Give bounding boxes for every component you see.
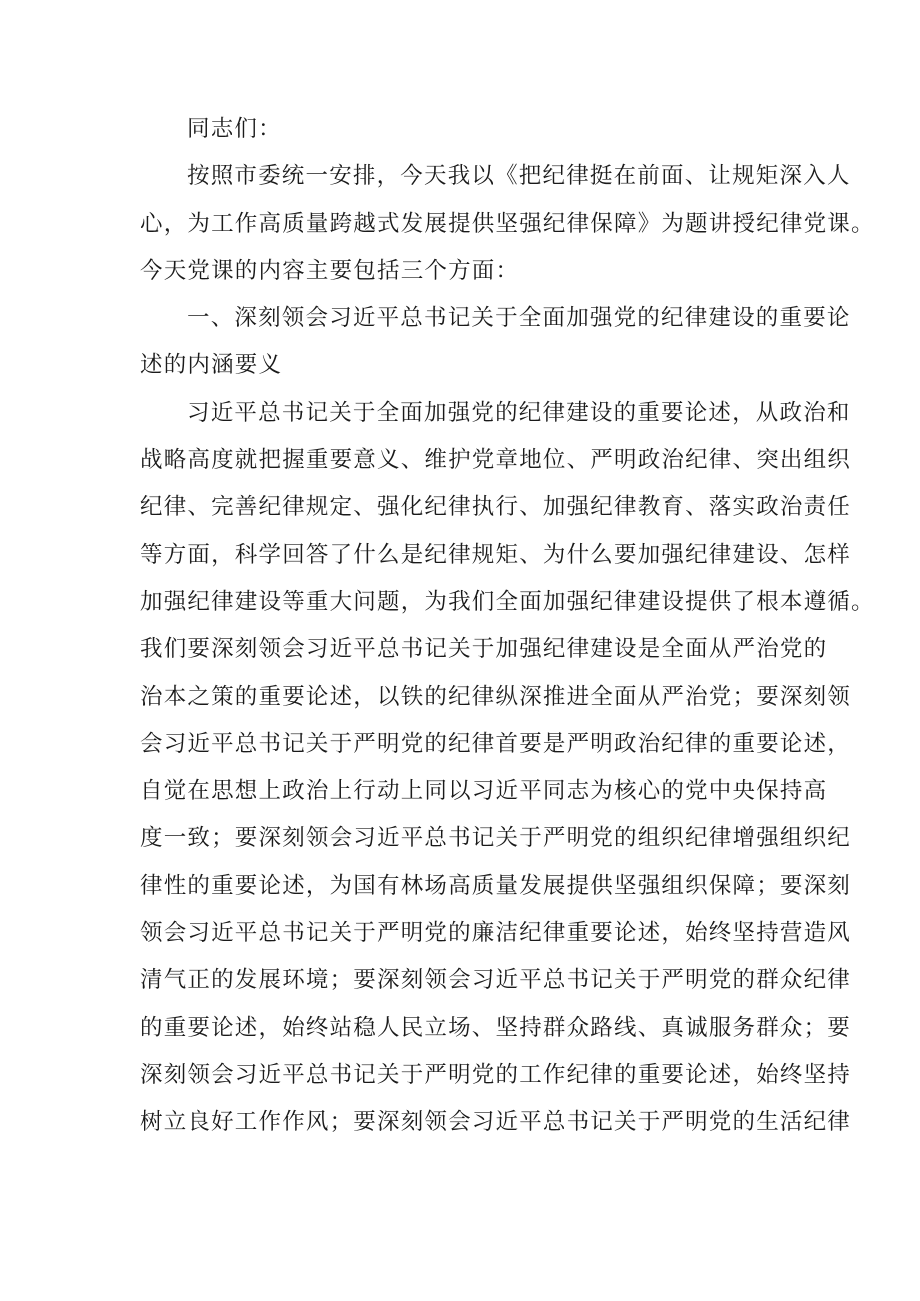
greeting — [140, 106, 790, 153]
intro-paragraph — [140, 153, 875, 295]
body-line: 清气正的发展环境；要深刻领会习近平总书记关于严明党的群众纪律 — [140, 967, 852, 994]
greeting-line: 同志们： — [187, 116, 282, 142]
body-paragraph — [140, 390, 875, 1147]
section-heading-line: 一、深刻领会习近平总书记关于全面加强党的纪律建设的重要论 — [187, 305, 851, 332]
document-body — [140, 106, 875, 1147]
intro-line: 按照市委统一安排，今天我以《把纪律挺在前面、让规矩深入人 — [187, 163, 851, 190]
intro-line: 心，为工作高质量跨越式发展提供坚强纪律保障》为题讲授纪律党课。 — [140, 210, 875, 237]
body-line: 习近平总书记关于全面加强党的纪律建设的重要论述，从政治和 — [187, 399, 851, 426]
body-line: 律性的重要论述，为国有林场高质量发展提供坚强组织保障；要深刻 — [140, 872, 852, 899]
body-line: 深刻领会习近平总书记关于严明党的工作纪律的重要论述，始终坚持 — [140, 1061, 852, 1088]
body-line: 领会习近平总书记关于严明党的廉洁纪律重要论述，始终坚持营造风 — [140, 920, 852, 947]
section-heading — [140, 295, 851, 390]
body-line: 自觉在思想上政治上行动上同以习近平同志为核心的党中央保持高 — [140, 778, 828, 805]
body-line: 纪律、完善纪律规定、强化纪律执行、加强纪律教育、落实政治责任 — [140, 494, 852, 521]
body-line: 等方面，科学回答了什么是纪律规矩、为什么要加强纪律建设、怎样 — [140, 541, 852, 568]
body-line: 加强纪律建设等重大问题，为我们全面加强纪律建设提供了根本遵循。 — [140, 588, 875, 615]
section-heading-line: 述的内涵要义 — [140, 352, 283, 379]
body-line: 治本之策的重要论述，以铁的纪律纵深推进全面从严治党；要深刻领 — [140, 683, 852, 710]
body-line: 树立良好工作作风；要深刻领会习近平总书记关于严明党的生活纪律 — [140, 1109, 852, 1136]
body-line: 的重要论述，始终站稳人民立场、坚持群众路线、真诚服务群众；要 — [140, 1014, 852, 1041]
body-line: 我们要深刻领会习近平总书记关于加强纪律建设是全面从严治党的 — [140, 636, 828, 663]
body-line: 会习近平总书记关于严明党的纪律首要是严明政治纪律的重要论述， — [140, 730, 852, 757]
body-line: 度一致；要深刻领会习近平总书记关于严明党的组织纪律增强组织纪 — [140, 825, 852, 852]
intro-line: 今天党课的内容主要包括三个方面： — [140, 257, 520, 284]
body-line: 战略高度就把握重要意义、维护党章地位、严明政治纪律、突出组织 — [140, 447, 852, 474]
